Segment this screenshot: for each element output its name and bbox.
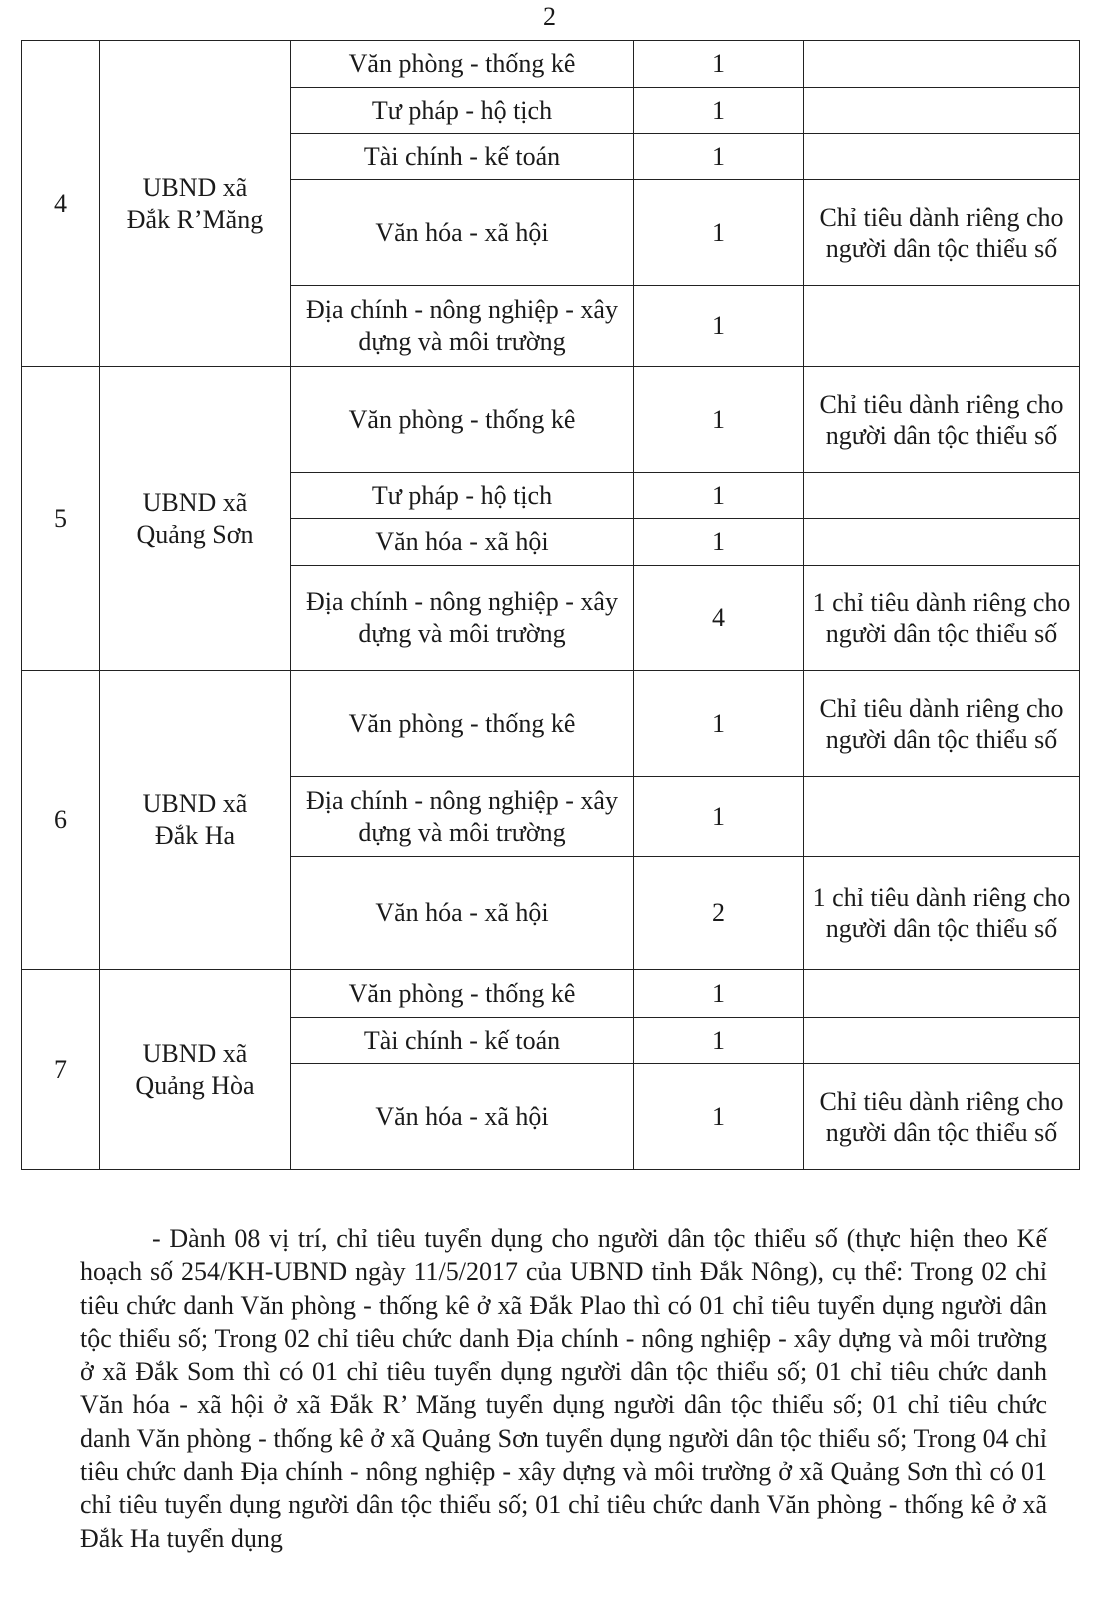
count-cell: 1 <box>634 970 804 1018</box>
position-cell: Văn phòng - thống kê <box>291 41 634 88</box>
count-cell: 1 <box>634 134 804 180</box>
unit-name: UBND xã Quảng Hòa <box>100 970 291 1170</box>
position-cell: Tài chính - kế toán <box>291 1018 634 1064</box>
count-cell: 4 <box>634 566 804 671</box>
note-cell <box>804 1018 1080 1064</box>
position-cell: Địa chính - nông nghiệp - xây dựng và môi trường <box>291 777 634 857</box>
position-cell: Địa chính - nông nghiệp - xây dựng và môi trường <box>291 566 634 671</box>
table-row <box>22 41 1080 88</box>
count-cell: 1 <box>634 777 804 857</box>
count-cell: 1 <box>634 1064 804 1170</box>
unit-number: 7 <box>22 970 100 1170</box>
position-cell: Văn hóa - xã hội <box>291 857 634 970</box>
note-cell: Chỉ tiêu dành riêng cho người dân tộc thiểu số <box>804 1064 1080 1170</box>
count-cell: 2 <box>634 857 804 970</box>
note-cell: 1 chỉ tiêu dành riêng cho người dân tộc thiểu số <box>804 857 1080 970</box>
unit-name: UBND xã Đắk R’Măng <box>100 41 291 367</box>
count-cell: 1 <box>634 367 804 473</box>
count-cell: 1 <box>634 41 804 88</box>
note-cell <box>804 286 1080 367</box>
unit-number: 6 <box>22 671 100 970</box>
note-cell <box>804 777 1080 857</box>
page-number: 2 <box>543 2 556 31</box>
count-cell: 1 <box>634 180 804 286</box>
count-cell: 1 <box>634 671 804 777</box>
note-cell: Chỉ tiêu dành riêng cho người dân tộc thiểu số <box>804 671 1080 777</box>
note-cell <box>804 134 1080 180</box>
unit-number: 4 <box>22 41 100 367</box>
note-cell: 1 chỉ tiêu dành riêng cho người dân tộc thiểu số <box>804 566 1080 671</box>
unit-name: UBND xã Đắk Ha <box>100 671 291 970</box>
position-cell: Văn phòng - thống kê <box>291 671 634 777</box>
count-cell: 1 <box>634 473 804 519</box>
unit-number: 5 <box>22 367 100 671</box>
position-cell: Văn hóa - xã hội <box>291 1064 634 1170</box>
position-cell: Văn hóa - xã hội <box>291 180 634 286</box>
note-cell <box>804 970 1080 1018</box>
position-cell: Văn phòng - thống kê <box>291 970 634 1018</box>
position-cell: Văn phòng - thống kê <box>291 367 634 473</box>
count-cell: 1 <box>634 519 804 566</box>
body-paragraph: - Dành 08 vị trí, chỉ tiêu tuyển dụng cho người dân tộc thiểu số (thực hiện theo Kế hoạch số 254/KH-UBND ngày 11/5/2017 của UBND tỉnh Đắk Nông), cụ thể: Trong 02 chỉ tiêu chức danh Văn phòng - thống kê ở xã Đắk Plao thì có 01 chỉ tiêu tuyển dụng người dân tộc thiểu số; Trong 02 chỉ tiêu chức danh Địa chính - nông nghiệp - xây dựng và môi trường ở xã Đắk Som thì có 01 chỉ tiêu tuyển dụng người dân tộc thiểu số; 01 chỉ tiêu chức danh Văn hóa - xã hội ở xã Đắk R’ Măng tuyển dụng người dân tộc thiểu số; 01 chỉ tiêu chức danh Văn phòng - thống kê ở xã Quảng Sơn tuyển dụng người dân tộc thiểu số; Trong 04 chỉ tiêu chức danh Địa chính - nông nghiệp - xây dựng và môi trường ở xã Quảng Sơn thì có 01 chỉ tiêu tuyển dụng người dân tộc thiểu số; 01 chỉ tiêu chức danh Văn phòng - thống kê ở xã Đắk Ha tuyển dụng <box>80 1224 1047 1553</box>
note-cell <box>804 473 1080 519</box>
position-cell: Địa chính - nông nghiệp - xây dựng và môi trường <box>291 286 634 367</box>
note-cell: Chỉ tiêu dành riêng cho người dân tộc thiểu số <box>804 367 1080 473</box>
table-row <box>22 367 1080 473</box>
unit-name: UBND xã Quảng Sơn <box>100 367 291 671</box>
note-cell: Chỉ tiêu dành riêng cho người dân tộc thiểu số <box>804 180 1080 286</box>
position-cell: Tài chính - kế toán <box>291 134 634 180</box>
note-cell <box>804 519 1080 566</box>
count-cell: 1 <box>634 286 804 367</box>
position-cell: Văn hóa - xã hội <box>291 519 634 566</box>
table-row <box>22 970 1080 1018</box>
position-cell: Tư pháp - hộ tịch <box>291 88 634 134</box>
note-cell <box>804 41 1080 88</box>
recruitment-table <box>21 40 1080 1170</box>
table-row <box>22 671 1080 777</box>
position-cell: Tư pháp - hộ tịch <box>291 473 634 519</box>
count-cell: 1 <box>634 88 804 134</box>
note-cell <box>804 88 1080 134</box>
count-cell: 1 <box>634 1018 804 1064</box>
